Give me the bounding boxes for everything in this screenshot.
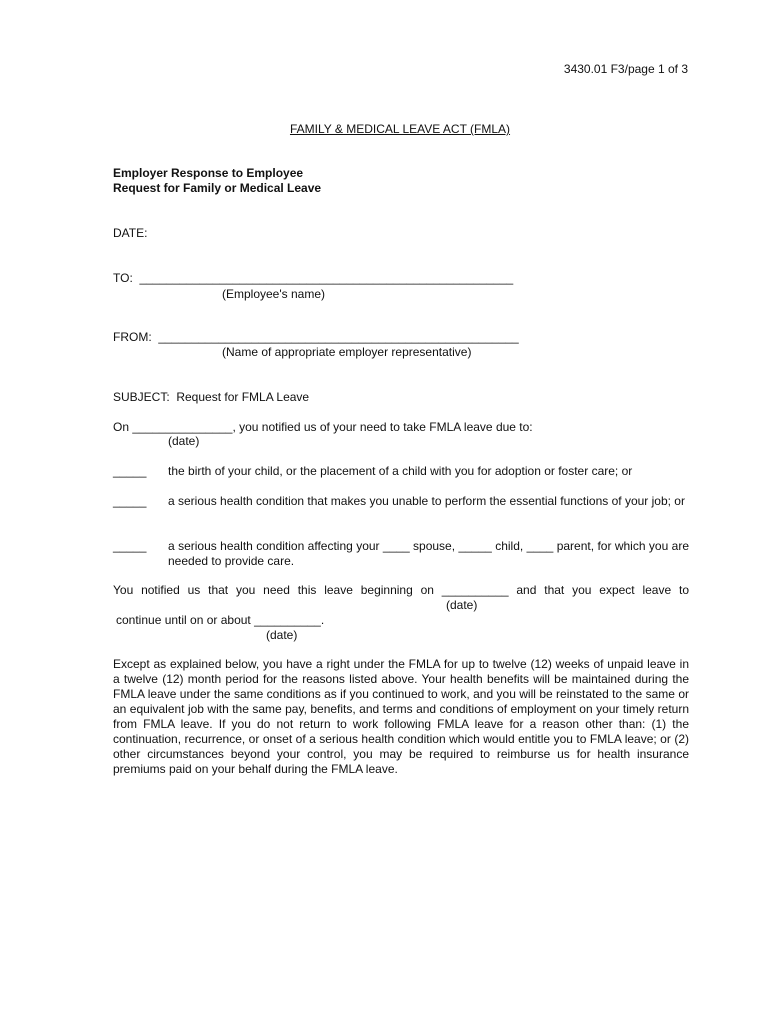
document-title: FAMILY & MEDICAL LEAVE ACT (FMLA): [289, 122, 511, 136]
to-caption: (Employee's name): [222, 287, 325, 301]
heading-line-1: Employer Response to Employee: [113, 166, 304, 180]
date-label: DATE:: [113, 226, 148, 240]
from-caption: (Name of appropriate employer representative): [222, 345, 472, 359]
notified-date-caption: (date): [168, 434, 200, 448]
rights-paragraph: Except as explained below, you have a right under the FMLA for up to twelve (12) weeks of unpaid leave in a twelve (12) month period for the reasons listed above. Your health benefits will be maintained during the FMLA leave under the same conditions as if you continued to work, and you will be reinstated to the same or an equivalent job with the same pay, benefits, and terms and conditions of employment on your timely return from FMLA leave. If you do not return to work following FMLA leave for a reason other than: (1) the continuation, recurrence, or onset of a serious health condition which would entitle you to FMLA leave; or (2) other circumstances beyond your control, you may be required to reimburse us for health insurance premiums paid on your behalf during the FMLA leave.: [113, 657, 689, 776]
reason-text-1: the birth of your child, or the placement of a child with you for adoption or foster care; or: [168, 464, 633, 478]
reason-text-3: a serious health condition affecting your ____ spouse, _____ child, ____ parent, for which you are needed to provide care.: [168, 539, 689, 568]
leave-start-line: You notified us that you need this leave beginning on __________ and that you expect leave to: [113, 583, 689, 597]
reason-blank-2: _____: [113, 494, 147, 508]
leave-start-caption: (date): [446, 598, 478, 612]
leave-end-caption: (date): [266, 628, 298, 642]
leave-end-line: continue until on or about __________.: [116, 613, 325, 627]
notified-line: On _______________, you notified us of your need to take FMLA leave due to:: [113, 420, 533, 434]
reason-blank-1: _____: [113, 464, 147, 478]
page-reference: 3430.01 F3/page 1 of 3: [563, 62, 688, 76]
to-field: TO: ________________________________________________________: [113, 271, 514, 285]
heading-line-2: Request for Family or Medical Leave: [113, 181, 322, 195]
reason-blank-3: _____: [113, 539, 147, 553]
reason-text-2: a serious health condition that makes you unable to perform the essential functions of your job; or: [168, 494, 685, 508]
from-field: FROM: ______________________________________________________: [113, 330, 519, 344]
subject-line: SUBJECT: Request for FMLA Leave: [113, 390, 310, 404]
